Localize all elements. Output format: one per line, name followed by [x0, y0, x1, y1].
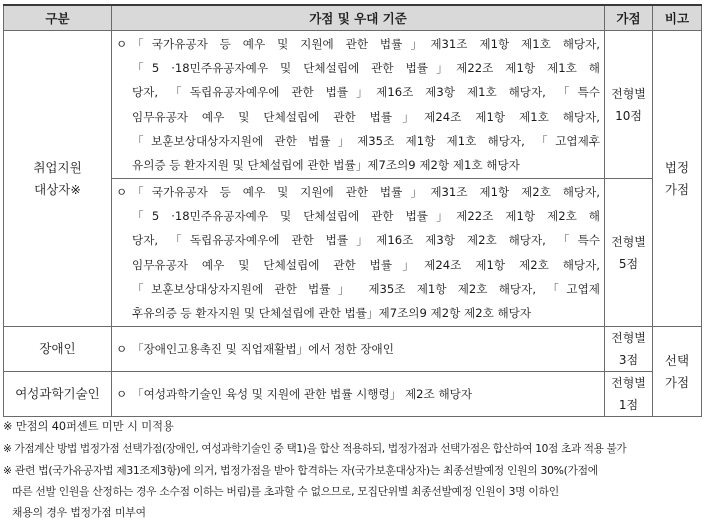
criteria-line: 당자, 「독립유공자예우에 관한 법률」제16조 제3항 제1호 해당자, 「특수 [132, 85, 600, 100]
criteria-line: 당자, 「독립유공자예우에 관한 법률」제16조 제3항 제2호 해당자, 「특수 [132, 233, 600, 248]
criteria-line: 임무유공자 예우 및 단체설립에 관한 법률」제24조 제1항 제2호 해당자, [132, 257, 600, 272]
table-row [4, 327, 702, 372]
header-category: 구분 [4, 5, 112, 31]
bullet-marker: ㅇ [116, 341, 128, 356]
points-line: 전형별 [611, 86, 646, 101]
remarks-line: 법정 [664, 159, 690, 175]
criteria-cell [112, 179, 605, 327]
points-line: 5점 [618, 256, 639, 271]
criteria-line: 「여성과학기술인 육성 및 지원에 관한 법률 시행령」 제2조 해당자 [132, 386, 473, 401]
header-points: 가점 [605, 5, 653, 31]
footnote: ※ 만점의 40퍼센트 미만 시 미적용 [3, 420, 174, 433]
criteria-line: 유의증 등 환자지원 및 단체설립에 관한 법률」제7조의9 제2항 제1호 해당자 [132, 158, 520, 173]
category-line: 대상자※ [34, 181, 81, 197]
criteria-line: 「국가유공자 등 예우 및 지원에 관한 법률」제31조 제1항 제1호 해당자, [132, 36, 600, 51]
points-line: 3점 [618, 353, 639, 367]
footnote-continuation: 따른 선발 인원을 산정하는 경우 소수점 이하는 버림)를 초과할 수 없으므로, 모집단위별 최종선발예정 인원이 3명 이하인 [12, 485, 559, 498]
category-cell-veterans [4, 31, 112, 327]
points-line: 1점 [618, 398, 639, 412]
remarks-cell-statutory [653, 31, 702, 327]
criteria-line: 「보훈보상대상자지원에 관한 법률」 제35조 제1항 제2호 해당자, 「고엽제 [132, 281, 600, 296]
preference-points-table [3, 4, 702, 417]
category-line: 취업지원 [33, 159, 82, 175]
criteria-line: 후유의증 등 환자지원 및 단체설립에 관한 법률」제7조의9 제2항 제2호 해당자 [132, 306, 532, 321]
bullet-marker: ㅇ [116, 386, 128, 401]
points-cell [605, 372, 653, 417]
category-line: 여성과학기술인 [15, 386, 100, 401]
remarks-cell-optional [653, 327, 702, 417]
bullet-marker: ㅇ [116, 36, 128, 51]
footnote: ※ 관련 법(국가유공자법 제31조제3항)에 의거, 법정가점을 받아 합격하는 자(국가보훈대상자)는 최종선발예정 인원의 30%(가점에 [3, 464, 598, 477]
criteria-cell [112, 372, 605, 417]
footnote-continuation: 채용의 경우 법정가점 미부여 [12, 506, 146, 519]
criteria-line: 「장애인고용촉진 및 직업재활법」에서 정한 장애인 [132, 341, 394, 356]
points-line: 10점 [615, 108, 642, 123]
bullet-marker: ㅇ [116, 184, 128, 199]
criteria-line: 「5 ·18민주유공자예우 및 단체설립에 관한 법률」제22조 제1항 제1호 해 [132, 60, 600, 75]
table-header-row [4, 5, 702, 31]
criteria-line: 「보훈보상대상자지원에 관한 법률」제35조 제1항 제1호 해당자, 「고엽제후 [132, 133, 600, 148]
criteria-cell [112, 31, 605, 179]
remarks-line: 선택 [664, 352, 690, 368]
points-line: 전형별 [611, 331, 646, 345]
table-row [4, 372, 702, 417]
points-line: 전형별 [611, 234, 646, 249]
criteria-line: 「5 ·18민주유공자예우 및 단체설립에 관한 법률」제22조 제1항 제2호 해 [132, 208, 600, 223]
points-cell [605, 179, 653, 327]
criteria-line: 「국가유공자 등 예우 및 지원에 관한 법률」제31조 제1항 제2호 해당자, [132, 184, 600, 199]
category-cell-disabled [4, 327, 112, 372]
points-cell [605, 31, 653, 179]
table-row [4, 31, 702, 179]
criteria-line: 임무유공자 예우 및 단체설립에 관한 법률」제24조 제1항 제1호 해당자, [132, 109, 600, 124]
criteria-cell [112, 327, 605, 372]
points-cell [605, 327, 653, 372]
header-criteria: 가점 및 우대 기준 [112, 5, 605, 31]
points-line: 전형별 [611, 376, 646, 390]
header-remarks: 비고 [653, 5, 702, 31]
footnote: ※ 가점계산 방법 법정가점 선택가점(장애인, 여성과학기술인 중 택1)을 합산 적용하되, 법정가점과 선택가점은 합산하여 10점 초과 적용 불가 [3, 443, 627, 455]
category-line: 장애인 [39, 341, 76, 356]
category-cell-women-scientists [4, 372, 112, 417]
remarks-line: 가점 [664, 374, 690, 390]
remarks-line: 가점 [664, 181, 690, 197]
